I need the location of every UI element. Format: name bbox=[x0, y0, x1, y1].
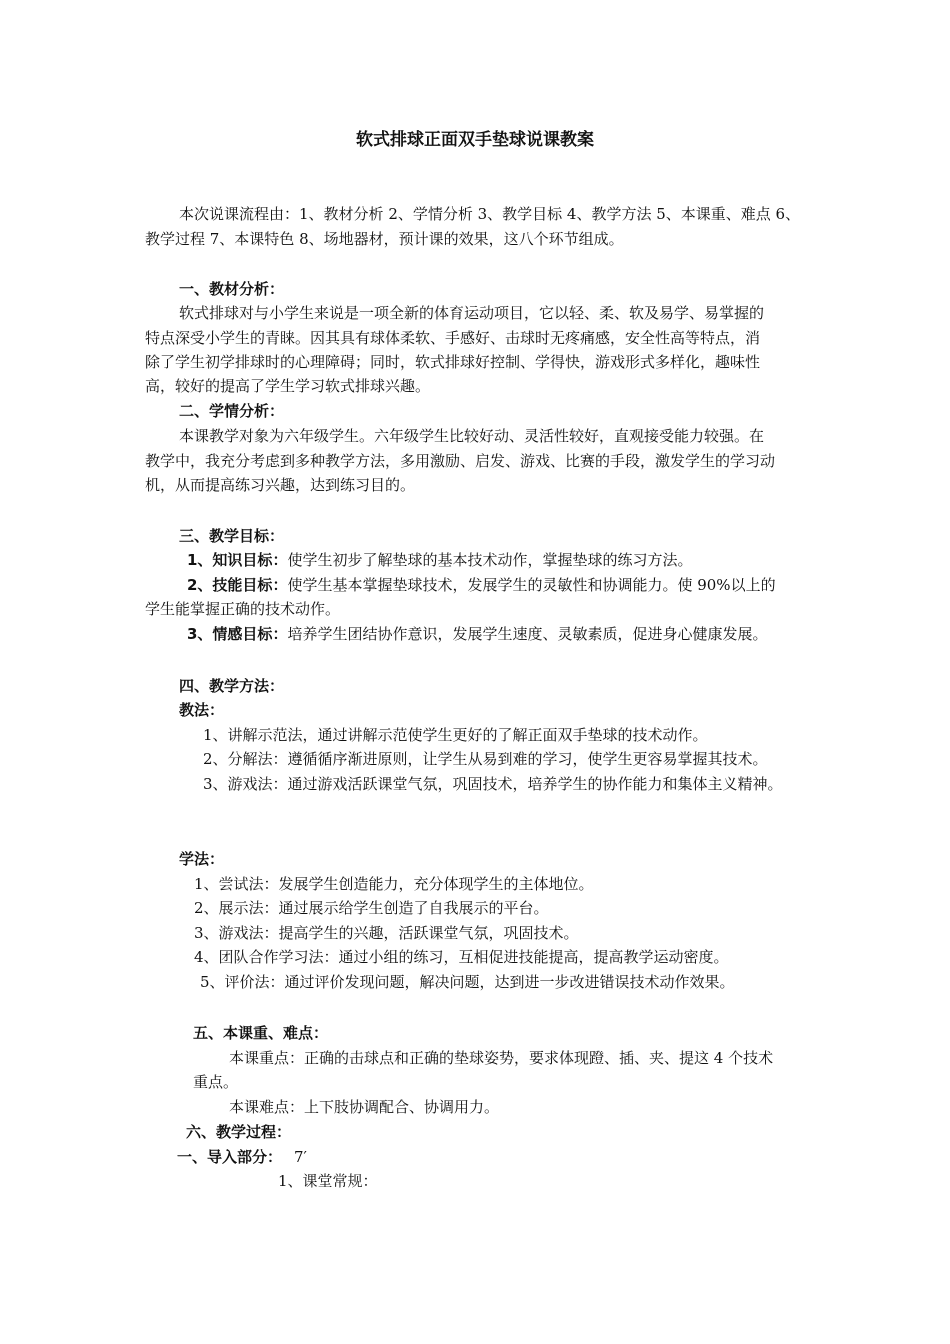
students-line-3: 机，从而提高练习兴趣，达到练习目的。 bbox=[145, 476, 416, 494]
students-line-2: 教学中，我充分考虑到多种教学方法，多用激励、启发、游戏、比赛的手段，激发学生的学习动 bbox=[145, 452, 776, 470]
section-heading-material: 一、教材分析： bbox=[179, 280, 285, 298]
goal-knowledge bbox=[187, 548, 692, 572]
goal-emotion bbox=[187, 622, 767, 646]
learning-method-2: 2、展示法：通过展示给学生创造了自我展示的平台。 bbox=[194, 899, 549, 917]
goal-skill-continuation: 学生能掌握正确的技术动作。 bbox=[145, 600, 341, 618]
intro-part-time: 7′ bbox=[294, 1148, 307, 1166]
material-line-3: 除了学生初学排球时的心理障碍；同时，软式排球好控制、学得快，游戏形式多样化，趣味性 bbox=[145, 353, 761, 371]
document-title: 软式排球正面双手垫球说课教案 bbox=[356, 130, 594, 150]
students-line-1: 本课教学对象为六年级学生。六年级学生比较好动、灵活性较好，直观接受能力较强。在 bbox=[179, 427, 765, 445]
material-line-2: 特点深受小学生的青睐。因其具有球体柔软、手感好、击球时无疼痛感，安全性高等特点，消 bbox=[145, 329, 761, 347]
goal-knowledge-label: 1、知识目标： bbox=[187, 551, 288, 569]
section-heading-process: 六、教学过程： bbox=[186, 1123, 292, 1141]
section-heading-goals: 三、教学目标： bbox=[179, 527, 285, 545]
goal-skill bbox=[187, 573, 776, 597]
intro-part bbox=[177, 1145, 307, 1169]
material-line-1: 软式排球对与小学生来说是一项全新的体育运动项目，它以轻、柔、软及易学、易掌握的 bbox=[179, 304, 765, 322]
key-point-line-1: 本课重点：正确的击球点和正确的垫球姿势，要求体现蹬、插、夹、提这 4 个技术 bbox=[229, 1049, 774, 1067]
teaching-method-3: 3、游戏法：通过游戏活跃课堂气氛，巩固技术，培养学生的协作能力和集体主义精神。 bbox=[203, 775, 783, 793]
goal-emotion-text: 培养学生团结协作意识，发展学生速度、灵敏素质，促进身心健康发展。 bbox=[287, 625, 768, 643]
goal-skill-label: 2、技能目标： bbox=[187, 576, 288, 594]
learning-methods-heading: 学法： bbox=[179, 850, 225, 868]
learning-method-5: 5、评价法：通过评价发现问题，解决问题，达到进一步改进错误技术动作效果。 bbox=[200, 973, 735, 991]
intro-line-1: 本次说课流程由：1、教材分析 2、学情分析 3、教学目标 4、教学方法 5、本课重、难点 6、 bbox=[179, 205, 801, 223]
learning-method-1: 1、尝试法：发展学生创造能力，充分体现学生的主体地位。 bbox=[194, 875, 594, 893]
goal-emotion-label: 3、情感目标： bbox=[187, 625, 288, 643]
section-heading-key-points: 五、本课重、难点： bbox=[193, 1024, 329, 1042]
intro-part-label: 一、导入部分： bbox=[177, 1148, 283, 1166]
intro-line-2: 教学过程 7、本课特色 8、场地器材，预计课的效果，这八个环节组成。 bbox=[145, 230, 624, 248]
section-heading-methods: 四、教学方法： bbox=[179, 677, 285, 695]
teaching-method-2: 2、分解法：遵循循序渐进原则，让学生从易到难的学习，使学生更容易掌握其技术。 bbox=[203, 750, 768, 768]
teaching-method-1: 1、讲解示范法，通过讲解示范使学生更好的了解正面双手垫球的技术动作。 bbox=[203, 726, 708, 744]
key-point-line-2: 重点。 bbox=[193, 1073, 239, 1091]
difficulty-line: 本课难点：上下肢协调配合、协调用力。 bbox=[229, 1098, 500, 1116]
learning-method-4: 4、团队合作学习法：通过小组的练习，互相促进技能提高，提高教学运动密度。 bbox=[194, 948, 729, 966]
section-heading-students: 二、学情分析： bbox=[179, 402, 285, 420]
goal-skill-text: 使学生基本掌握垫球技术，发展学生的灵敏性和协调能力。使 90%以上的 bbox=[287, 576, 776, 594]
teaching-methods-heading: 教法： bbox=[179, 701, 225, 719]
material-line-4: 高，较好的提高了学生学习软式排球兴趣。 bbox=[145, 377, 431, 395]
learning-method-3: 3、游戏法：提高学生的兴趣，活跃课堂气氛，巩固技术。 bbox=[194, 924, 579, 942]
goal-knowledge-text: 使学生初步了解垫球的基本技术动作，掌握垫球的练习方法。 bbox=[287, 551, 693, 569]
process-item-1: 1、课堂常规： bbox=[278, 1172, 378, 1190]
